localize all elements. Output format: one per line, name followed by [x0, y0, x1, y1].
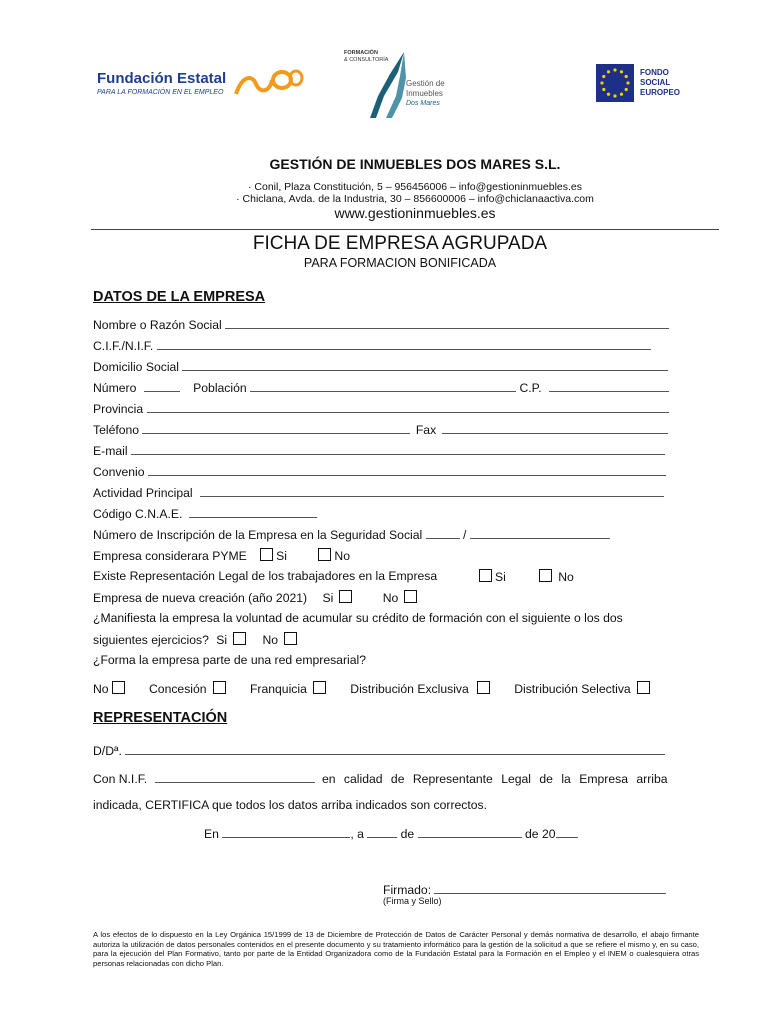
- field-inscripcion-2[interactable]: [470, 527, 610, 539]
- company-name: GESTIÓN DE INMUEBLES DOS MARES S.L.: [269, 156, 561, 172]
- label-fax: Fax: [415, 423, 437, 437]
- logo-line1: Gestión de: [406, 79, 445, 88]
- label-manifiesta-no: No: [262, 633, 279, 647]
- checkbox-dist-exclusiva[interactable]: [477, 681, 490, 694]
- label-pyme-si: Si: [276, 549, 287, 563]
- field-convenio[interactable]: [148, 464, 666, 476]
- field-domicilio[interactable]: [182, 359, 668, 371]
- field-firma[interactable]: [434, 882, 666, 894]
- checkbox-nueva-si[interactable]: [339, 590, 352, 603]
- label-en: En: [204, 827, 219, 841]
- label-nueva-si: Si: [322, 591, 334, 605]
- eu-flag-icon: [596, 64, 634, 102]
- field-lugar[interactable]: [222, 826, 350, 838]
- label-en-calidad: en calidad de Representante Legal de la Empresa arriba: [321, 772, 668, 786]
- field-anio[interactable]: [556, 826, 578, 838]
- label-a: , a: [350, 827, 364, 841]
- fse-line3: EUROPEO: [640, 88, 681, 97]
- logo-line2: Inmuebles: [406, 89, 443, 98]
- field-numero[interactable]: [144, 380, 180, 392]
- label-convenio: Convenio: [93, 465, 145, 479]
- label-inscripcion-ss: Número de Inscripción de la Empresa en la Seguridad Social: [93, 528, 423, 542]
- checkbox-pyme-no[interactable]: [318, 548, 331, 561]
- label-pyme: Empresa considerara PYME: [93, 549, 247, 563]
- label-manifiesta-si: Si: [216, 633, 228, 647]
- fse-line1: FONDO: [640, 68, 669, 77]
- logo-line3: Dos Mares: [406, 100, 440, 107]
- field-provincia[interactable]: [147, 401, 669, 413]
- website-link[interactable]: www.gestioninmuebles.es: [334, 205, 496, 221]
- header-divider: [91, 229, 719, 230]
- checkbox-franquicia[interactable]: [313, 681, 326, 694]
- field-cnae[interactable]: [189, 506, 317, 518]
- logo-formacion-text: FORMACIÓN: [344, 50, 378, 56]
- label-nueva-creacion: Empresa de nueva creación (año 2021): [93, 591, 308, 605]
- label-replegal-no: No: [558, 570, 574, 584]
- label-firmado: Firmado:: [383, 883, 432, 897]
- field-cif[interactable]: [157, 338, 651, 350]
- field-fax[interactable]: [442, 422, 668, 434]
- legal-notice: A los efectos de lo dispuesto en la Ley Orgánica 15/1999 de 13 de Diciembre de Protección de Datos de Carácter Personal y demás normativa de desarrollo, el abajo firmante autoriza la utilización de datos personales contenidos en el presente documento y su tratamiento informático para la gestión de la solicitud a que se refiere el mismo y, en su caso, para la ejecución del Plan Formativo, tanto por parte de la Entidad Organizadora como de la Fundación Estatal para la Formación en el Empleo y el INEM o cualesquiera otras personas relacionadas con dicho Plan.: [93, 930, 699, 968]
- label-dist-exclusiva: Distribución Exclusiva: [350, 682, 469, 696]
- field-mes[interactable]: [418, 826, 522, 838]
- label-numero: Número: [93, 381, 137, 395]
- field-telefono[interactable]: [142, 422, 410, 434]
- label-telefono: Teléfono: [93, 423, 140, 437]
- checkbox-dist-selectiva[interactable]: [637, 681, 650, 694]
- checkbox-replegal-no[interactable]: [539, 569, 552, 582]
- label-manifiesta-cont: siguientes ejercicios?: [93, 633, 209, 647]
- label-actividad: Actividad Principal: [93, 486, 193, 500]
- label-dda: D/Dª.: [93, 744, 122, 758]
- field-email[interactable]: [131, 443, 665, 455]
- label-cif: C.I.F./N.I.F.: [93, 339, 154, 353]
- label-email: E-mail: [93, 444, 128, 458]
- checkbox-pyme-si[interactable]: [260, 548, 273, 561]
- fse-line2: SOCIAL: [640, 78, 671, 87]
- gestion-inmuebles-logo: [340, 48, 460, 120]
- label-red-no: No: [93, 682, 109, 696]
- checkbox-nueva-no[interactable]: [404, 590, 417, 603]
- label-representacion-legal: Existe Representación Legal de los trabajadores en la Empresa: [93, 569, 438, 583]
- field-nif-representante[interactable]: [155, 771, 315, 783]
- checkbox-concesion[interactable]: [213, 681, 226, 694]
- label-certifica: indicada, CERTIFICA que todos los datos arriba indicados son correctos.: [93, 798, 488, 812]
- label-de: de: [400, 827, 415, 841]
- label-domicilio: Domicilio Social: [93, 360, 180, 374]
- label-manifiesta: ¿Manifiesta la empresa la voluntad de acumular su crédito de formación con el siguiente o los dos: [93, 611, 623, 625]
- field-inscripcion-1[interactable]: [426, 527, 460, 539]
- label-firma-sello: (Firma y Sello): [383, 896, 442, 906]
- section-representacion: REPRESENTACIÓN: [93, 710, 228, 726]
- checkbox-manifiesta-si[interactable]: [233, 632, 246, 645]
- fundacion-title: Fundación Estatal: [97, 70, 227, 87]
- checkbox-red-no[interactable]: [112, 681, 125, 694]
- field-poblacion[interactable]: [250, 380, 516, 392]
- form-subtitle: PARA FORMACION BONIFICADA: [303, 256, 497, 270]
- fundacion-swirl-icon: [232, 66, 304, 100]
- checkbox-replegal-si[interactable]: [479, 569, 492, 582]
- inscripcion-slash: /: [463, 528, 467, 542]
- section-datos-empresa: DATOS DE LA EMPRESA: [93, 289, 266, 305]
- label-concesion: Concesión: [148, 682, 207, 696]
- field-razon-social[interactable]: [225, 317, 669, 329]
- field-actividad[interactable]: [200, 485, 664, 497]
- label-cp: C.P.: [519, 381, 542, 395]
- form-title: FICHA DE EMPRESA AGRUPADA: [252, 233, 548, 254]
- label-franquicia: Franquicia: [249, 682, 307, 696]
- label-razon-social: Nombre o Razón Social: [93, 318, 222, 332]
- label-dist-selectiva: Distribución Selectiva: [514, 682, 631, 696]
- label-pyme-no: No: [334, 549, 350, 563]
- fundacion-subtitle: PARA LA FORMACIÓN EN EL EMPLEO: [97, 89, 224, 96]
- label-replegal-si: Si: [495, 570, 506, 584]
- field-cp[interactable]: [549, 380, 669, 392]
- label-cnae: Código C.N.A.E.: [93, 507, 183, 521]
- label-red-empresarial: ¿Forma la empresa parte de una red empresarial?: [93, 653, 366, 667]
- address-conil: · Conil, Plaza Constitución, 5 – 956456006 – info@gestioninmuebles.es: [247, 181, 583, 193]
- address-chiclana: · Chiclana, Avda. de la Industria, 30 – 856600006 – info@chiclanaactiva.com: [236, 193, 594, 205]
- field-representante[interactable]: [125, 743, 665, 755]
- fondo-social-europeo-logo: [596, 64, 706, 104]
- label-nueva-no: No: [382, 591, 399, 605]
- field-dia[interactable]: [367, 826, 397, 838]
- logo-consultoria-text: & CONSULTORÍA: [344, 57, 389, 63]
- label-de-20: de 20: [525, 827, 556, 841]
- label-con-nif: Con N.I.F.: [93, 772, 148, 786]
- label-poblacion: Población: [193, 381, 247, 395]
- checkbox-manifiesta-no[interactable]: [284, 632, 297, 645]
- label-provincia: Provincia: [93, 402, 144, 416]
- fundacion-estatal-logo: [97, 70, 307, 104]
